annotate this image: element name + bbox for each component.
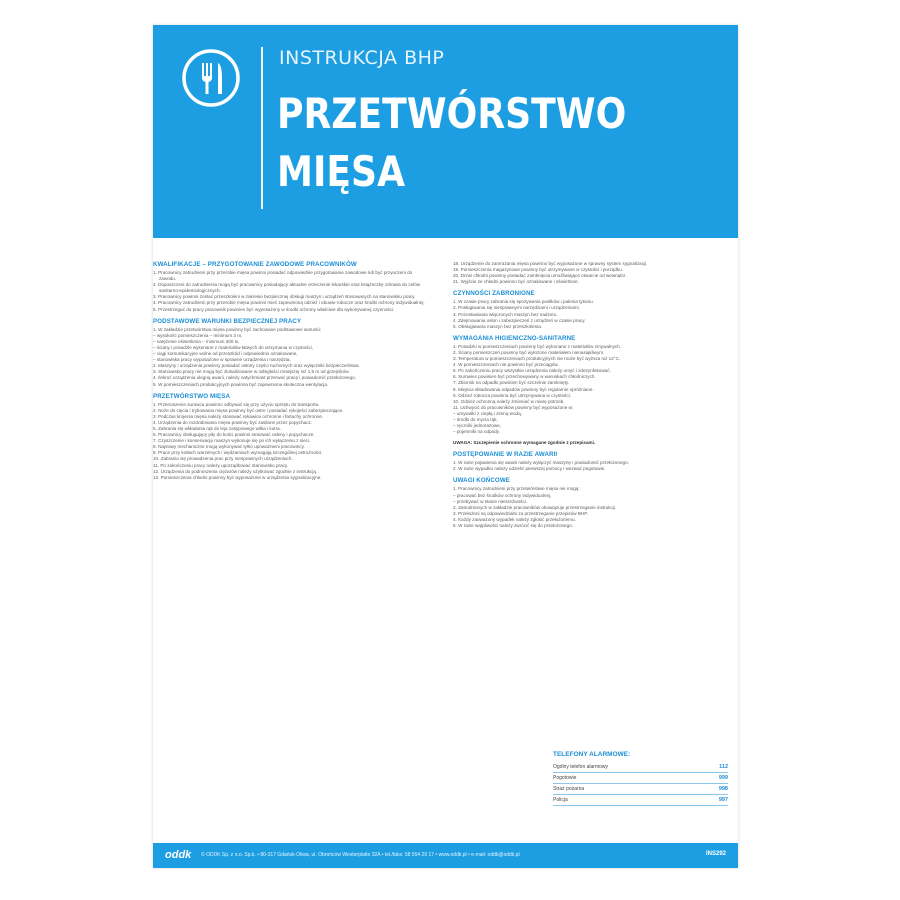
list-item: 4. Zdejmowania osłon i zabezpieczeń z urządzeń w czasie pracy. bbox=[453, 317, 586, 323]
list-item: 7. Zbiornik na odpadki powinien być szczelnie zamknięty. bbox=[453, 380, 570, 386]
list-item: 2. Noże do cięcia i trybowania mięsa powinny być ostre i posiadać rękojeści zabezpieczające. bbox=[153, 407, 344, 413]
poster-title bbox=[277, 85, 626, 201]
list-item: 1. Przenoszenie surowca powinno odbywać się przy użyciu sprzętu do transportu. bbox=[153, 401, 320, 407]
list-item: – przebywać w stanie nietrzeźwości. bbox=[453, 498, 528, 504]
section-safety-conditions bbox=[153, 318, 428, 388]
list-item: 3. Przełożeni są odpowiedzialni za przestrzeganie przepisów BHP. bbox=[453, 510, 588, 516]
list-item: 1. Pracownicy zatrudnieni przy przerobie mięsa powinni posiadać odpowiednie przygotowanie zawodowe lub być przyuczeni do zawodu. bbox=[153, 270, 413, 282]
list-item: 8. Naprawy mechaniczne mogą wykonywać tylko upoważnieni pracownicy. bbox=[153, 444, 305, 450]
list-item: 3. Podczas krojenia mięsa należy stosować rękawice ochronne i fartuchy ochronne. bbox=[153, 413, 324, 419]
section-title: CZYNNOŚCI ZABRONIONE bbox=[453, 290, 535, 298]
list-item: 5. W razie wątpliwości należy zwrócić się do przełożonego. bbox=[453, 523, 573, 528]
right-column bbox=[453, 261, 728, 534]
list-item: 2. Dopuszczeni do zatrudnienia mogą być pracownicy posiadający aktualne orzeczenie lekarskie oraz książeczkę zdrowia do celów sanitarno-epidemiologicznych. bbox=[153, 282, 421, 294]
list-item: – ściany i posadzki wykonane z materiałów łatwych do utrzymania w czystości, bbox=[153, 344, 314, 350]
phone-row bbox=[553, 773, 728, 784]
section-title: WYMAGANIA HIGIENICZNO-SANITARNE bbox=[453, 334, 576, 342]
phone-label: Ogólny telefon alarmowy bbox=[553, 764, 609, 770]
section-title: KWALIFIKACJE – PRZYGOTOWANIE ZAWODOWE PRACOWNIKÓW bbox=[153, 261, 357, 268]
list-item: 10. Odzież ochronną należy zmieniać w miarę potrzeb. bbox=[453, 398, 565, 404]
list-item: 2. Posługiwania się niesprawnymi narzędziami i urządzeniami. bbox=[453, 305, 580, 311]
list-item: 3. Pozostawiania włączonych maszyn bez nadzoru. bbox=[453, 311, 558, 317]
list-item: 1. Posadzki w pomieszczeniach powinny być wykonane z materiałów zmywalnych. bbox=[453, 343, 621, 349]
list-item: 5. Przestrzegać do pracy pracownik powinien być wyposażony w środki ochrony właściwe dla wykonywanej czynności. bbox=[153, 306, 395, 312]
list-item: 4. W pomieszczeniach nie powinno być przeciągów. bbox=[453, 362, 559, 368]
poster-footer bbox=[153, 843, 738, 868]
list-item: – pojemniki na odpady. bbox=[453, 429, 500, 435]
phone-row bbox=[553, 784, 728, 795]
phone-number: 999 bbox=[718, 775, 728, 781]
list-item: 2. W razie wypadku należy udzielić pierwszej pomocy i wezwać pogotowie. bbox=[453, 466, 606, 472]
item-list bbox=[153, 270, 428, 313]
list-item: 9. Prace przy kotłach warzelnych i wędzarniach wymagają szczególnej ostrożności. bbox=[153, 450, 323, 456]
list-item: 5. Zabrania się wkładania rąk do leja zasypowego wilka i kutra. bbox=[153, 425, 281, 431]
phones-title: TELEFONY ALARMOWE: bbox=[553, 751, 631, 758]
list-item: – ręczniki jednorazowe, bbox=[453, 423, 502, 429]
list-item: 1. W czasie pracy zabrania się spożywania posiłków i palenia tytoniu. bbox=[453, 299, 594, 305]
list-item: – ciągi komunikacyjne wolne od przeszkód i odpowiednio oznakowane, bbox=[153, 351, 298, 357]
item-list bbox=[453, 344, 728, 435]
list-item: 5. Po zakończeniu pracy wszystkie urządzenia należy umyć i zdezynfekować. bbox=[453, 368, 611, 374]
phone-number: 997 bbox=[718, 797, 728, 803]
phone-label: Pogotowie bbox=[553, 775, 577, 781]
section-final-notes bbox=[453, 477, 728, 529]
title-line-1: PRZETWÓRSTWO bbox=[277, 89, 627, 138]
list-item: 19. Pomieszczenia magazynowe powinny być utrzymywane w czystości i porządku. bbox=[453, 267, 624, 273]
emergency-phones bbox=[553, 751, 728, 806]
fork-knife-icon bbox=[181, 48, 241, 108]
title-line-2: MIĘSA bbox=[277, 147, 406, 196]
list-item: 21. Wyjście ze chłodni powinno być oznakowane i oświetlone. bbox=[453, 279, 579, 285]
list-item: 4. Urządzenia do rozdrabniania mięsa powinny być zasilane przez popychacz. bbox=[153, 419, 313, 425]
list-item: 3. Stanowisko pracy nie mogą być zlokalizowane w odległości mniejszej niż 1,5 m od grzejników. bbox=[153, 369, 350, 375]
section-hygiene bbox=[453, 335, 728, 445]
list-item: 1. Pracownicy zatrudnieni przy przetwórstwie mięsa nie mogą: bbox=[453, 486, 580, 492]
list-item: – środki do mycia rąk, bbox=[453, 416, 498, 422]
list-item: – wysokość pomieszczenia – minimum 3 m, bbox=[153, 332, 243, 338]
list-item: 13. Pomieszczenia chłodni powinny być wyposażone w urządzenia sygnalizacyjne. bbox=[153, 474, 322, 480]
left-column-inner bbox=[153, 261, 428, 481]
list-item: 3. Temperatura w pomieszczeniach produkcyjnych nie może być wyższa niż 12°C. bbox=[453, 356, 621, 362]
list-item: 5. W pomieszczeniach produkcyjnych powinna być zapewniona skuteczna wentylacja. bbox=[153, 381, 329, 387]
phone-number: 998 bbox=[718, 786, 728, 792]
list-item: 4. Ilekroć urządzenia ulegną awarii, należy natychmiast przerwać pracę i powiadomić przełożonego. bbox=[153, 375, 356, 381]
left-column bbox=[153, 261, 428, 486]
phone-number: 112 bbox=[719, 764, 728, 770]
item-list bbox=[153, 402, 428, 481]
list-item: 4. Pracownicy zatrudnieni przy przerobie mięsa powinni mieć zapewnioną odzież i obuwie robocze oraz środki ochrony indywidualnej. bbox=[153, 300, 425, 306]
list-item: 8. Miejsca składowania odpadów powinny być regularnie opróżniane. bbox=[453, 386, 594, 392]
section-title: PRZETWÓRSTWO MIĘSA bbox=[153, 392, 231, 400]
section-meat-processing bbox=[153, 393, 428, 481]
list-item: 1. W razie pojawienia się awarii należy wyłączyć maszynę i powiadomić przełożonego. bbox=[453, 460, 629, 466]
section-title: PODSTAWOWE WARUNKI BEZPIECZNEJ PRACY bbox=[153, 317, 302, 325]
list-item: 9. Odzież robocza powinna być utrzymywana w czystości. bbox=[453, 392, 571, 398]
section-title: UWAGI KOŃCOWE bbox=[453, 477, 510, 485]
list-item: 7. Czyszczenie i konserwację maszyn wykonuje się po ich wyłączeniu z sieci. bbox=[153, 438, 311, 444]
list-item: 2. Zatrudnionych w zakładzie pracowników obowiązuje przestrzeganie instrukcji. bbox=[453, 504, 617, 510]
instruction-label: INSTRUKCJA BHP bbox=[279, 47, 445, 69]
header-divider bbox=[261, 47, 263, 209]
item-list bbox=[453, 486, 728, 529]
list-item: 12. Urządzenia do podnoszenia ciężarów należy użytkować zgodnie z instrukcją. bbox=[153, 468, 318, 474]
list-item: 3. Pracownicy powinni zostać przeszkoleni w zakresie bezpiecznej obsługi maszyn i urządzeń stosowanych na stanowisku pracy. bbox=[153, 294, 416, 300]
item-list bbox=[453, 299, 728, 329]
list-item: 6. Surowiec powinien być przechowywany w warunkach chłodniczych. bbox=[453, 374, 596, 380]
document-code: INS292 bbox=[705, 851, 726, 857]
section-forbidden bbox=[453, 290, 728, 329]
publisher-logo: oddk bbox=[165, 849, 192, 861]
section-emergency bbox=[453, 451, 728, 472]
phone-row bbox=[553, 795, 728, 806]
section-title: POSTĘPOWANIE W RAZIE AWARII bbox=[453, 451, 558, 459]
list-item: 11. Po zakończeniu pracy należy uporządkować stanowisko pracy. bbox=[153, 462, 289, 468]
list-item: 2. Maszyny i urządzenia powinny posiadać osłony części ruchomych oraz wyłączniki bezpieczeństwa. bbox=[153, 363, 360, 369]
list-item: 4. Każdy zauważony wypadek należy zgłosić przełożonemu. bbox=[453, 516, 576, 522]
list-item: 2. Ściany pomieszczeń powinny być wyłożone materiałem nienasiąkliwym. bbox=[453, 349, 605, 355]
list-item: – stanowiska pracy wyposażone w sprawne urządzenia i narzędzia. bbox=[153, 357, 291, 363]
phone-label: Straż pożarna bbox=[553, 786, 585, 792]
section-qualifications bbox=[153, 261, 428, 313]
list-item: 11. Uchwycić do pracowników powinny być wyposażone w: bbox=[453, 404, 574, 410]
item-list-continued bbox=[453, 261, 728, 285]
list-item: – pracować bez środków ochrony indywidualnej, bbox=[453, 492, 552, 498]
list-item: 20. Drzwi chłodni powinny posiadać zamknięcia umożliwiające otwarcie od wewnątrz. bbox=[453, 273, 627, 279]
list-item: 10. Zabrania się prowadzenia prac przy niesprawnych urządzeniach. bbox=[153, 456, 293, 462]
item-list bbox=[153, 327, 428, 388]
list-item: – umywalki z ciepłą i zimną wodą, bbox=[453, 410, 522, 416]
hygiene-note: UWAGA: Szczepienie ochronne wymagane zgodnie z przepisami. bbox=[453, 440, 596, 446]
item-list bbox=[453, 460, 728, 472]
list-item: 18. Urządzenie do zamrażania mięsa powinno być wyposażone w sprawny system sygnalizacji. bbox=[453, 261, 648, 266]
list-item: – natężenie oświetlenia – minimum 300 lx, bbox=[153, 338, 240, 344]
list-item: 5. Obsługiwania maszyn bez przeszkolenia. bbox=[453, 323, 543, 329]
list-item: 1. W zakładzie przetwórstwa mięsa powinny być zachowane podstawowe warunki: bbox=[153, 326, 322, 332]
publisher-contact: © ODDK Sp. z o.o. Sp.k. • 80-317 Gdańsk-Oliwa, ul. Obrońców Westerplatte 32A • tel./faks: 58 554 29 17 • www.oddk.pl • e-mail: oddk@oddk.pl bbox=[201, 852, 520, 858]
phone-label: Policja bbox=[553, 797, 568, 803]
safety-instruction-poster bbox=[153, 25, 738, 868]
poster-header bbox=[153, 25, 738, 238]
phone-row bbox=[553, 762, 728, 773]
list-item: 6. Pracownicy obsługujący piły do kości powinni stosować osłony i popychacze. bbox=[153, 432, 315, 438]
